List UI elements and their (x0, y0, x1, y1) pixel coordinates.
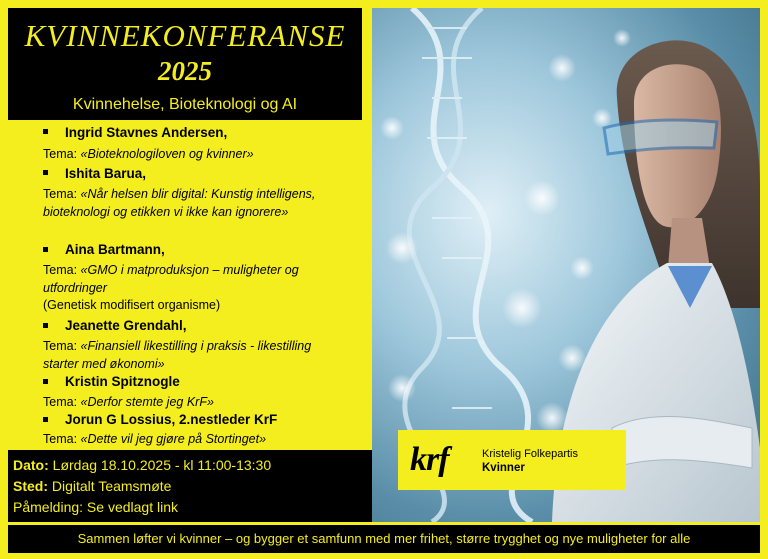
bullet-icon (43, 247, 48, 252)
speaker-name: Jorun G Lossius, 2.nestleder KrF (65, 412, 278, 427)
bullet-icon (43, 129, 48, 134)
event-info-box (8, 450, 372, 522)
bullet-icon (43, 417, 48, 422)
speaker-topic-note: (Genetisk modifisert organisme) (43, 298, 221, 312)
footer-banner (8, 525, 760, 553)
header-box (8, 8, 362, 120)
speaker-topic: Tema: «Når helsen blir digital: Kunstig intelligens, bioteknologi og etikken vi ikke kan ignorere» (43, 187, 316, 219)
speaker-topic: Tema: «GMO i matproduksjon – muligheter og utfordringer (43, 263, 299, 295)
speaker-topic: Tema: «Dette vil jeg gjøre på Stortinget» (43, 432, 267, 446)
speaker-topic: Tema: «Bioteknologiloven og kvinner» (43, 147, 254, 161)
bullet-icon (43, 323, 48, 328)
bullet-icon (43, 170, 48, 175)
footer-slogan: Sammen løfter vi kvinner – og bygger et samfunn med mer frihet, større trygghet og nye muligheter for alle (77, 531, 691, 546)
logo-line-2: Kvinner (482, 462, 525, 474)
krf-logo-box (398, 430, 626, 490)
conference-title: KVINNEKONFERANSE (24, 18, 346, 53)
speaker-name: Ishita Barua, (65, 166, 147, 181)
speaker-name: Kristin Spitznogle (65, 374, 180, 389)
speaker-list (8, 120, 348, 450)
speaker-name: Aina Bartmann, (65, 242, 165, 257)
logo-line-1: Kristelig Folkepartis (482, 448, 578, 460)
conference-year: 2025 (158, 56, 212, 86)
bullet-icon (43, 379, 48, 384)
event-place: Sted: Digitalt Teamsmøte (13, 478, 172, 494)
event-date: Dato: Lørdag 18.10.2025 - kl 11:00-13:30 (13, 457, 272, 473)
krf-logo-mark: krf (410, 441, 449, 478)
conference-subtitle: Kvinnehelse, Bioteknologi og AI (72, 96, 298, 113)
speaker-name: Jeanette Grendahl, (65, 318, 187, 333)
event-signup: Påmelding: Se vedlagt link (13, 499, 178, 515)
speaker-name: Ingrid Stavnes Andersen, (65, 125, 228, 140)
speaker-topic: Tema: «Derfor stemte jeg KrF» (43, 395, 214, 409)
speaker-topic: Tema: «Finansiell likestilling i praksis - likestilling starter med økonomi» (43, 339, 312, 371)
